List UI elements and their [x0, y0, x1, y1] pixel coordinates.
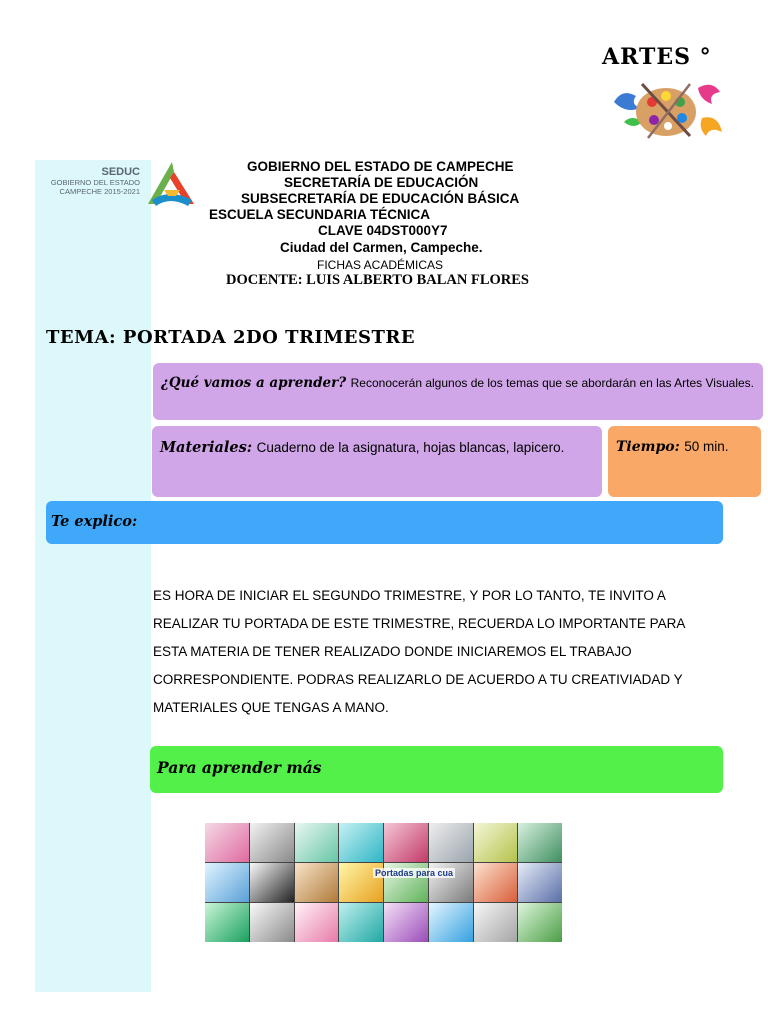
collage-tile — [339, 823, 383, 862]
paragraph-line: MATERIALES QUE TENGAS A MANO. — [153, 700, 389, 715]
collage-tile — [518, 903, 562, 942]
seduc-emblem-icon — [142, 160, 196, 210]
collage-tile — [474, 903, 518, 942]
tiempo-text: 50 min. — [684, 439, 729, 454]
seduc-name: SEDUC — [101, 166, 140, 178]
header-city: Ciudad del Carmen, Campeche. — [280, 240, 483, 255]
collage-tile — [205, 903, 249, 942]
header-subsecretariat: SUBSECRETARÍA DE EDUCACIÓN BÁSICA — [241, 191, 520, 206]
aprender-text: Reconocerán algunos de los temas que se abordarán en las Artes Visuales. — [350, 376, 754, 390]
collage-caption: Portadas para cua — [375, 868, 454, 878]
header-school: ESCUELA SECUNDARIA TÉCNICA — [209, 207, 431, 222]
header-secretariat: SECRETARÍA DE EDUCACIÓN — [284, 175, 479, 190]
aprender-label: ¿Qué vamos a aprender? — [161, 375, 347, 391]
tiempo-label: Tiempo: — [616, 439, 680, 455]
artes-title: ARTES ° — [602, 44, 712, 70]
collage-tile — [384, 903, 428, 942]
seduc-line2: CAMPECHE 2015-2021 — [59, 187, 140, 196]
seduc-line1: GOBIERNO DEL ESTADO — [50, 178, 140, 187]
collage-tile — [429, 823, 473, 862]
tiempo-box — [608, 426, 761, 497]
aprender-mas-banner — [150, 746, 723, 793]
collage-tile — [250, 903, 294, 942]
collage-tile — [205, 823, 249, 862]
collage-tile — [250, 863, 294, 902]
aprender-box — [153, 363, 763, 420]
collage-tile — [295, 823, 339, 862]
paragraph-line: REALIZAR TU PORTADA DE ESTE TRIMESTRE, RECUERDA LO IMPORTANTE PARA — [153, 616, 686, 631]
paint-palette-icon — [612, 78, 724, 142]
page-title: TEMA: PORTADA 2DO TRIMESTRE — [46, 327, 416, 348]
header-fichas: FICHAS ACADÉMICAS — [317, 258, 444, 272]
notebook-covers-collage — [205, 823, 562, 942]
seduc-logo — [40, 166, 140, 196]
aprender-mas-label: Para aprender más — [157, 758, 322, 777]
paragraph-line: CORRESPONDIENTE. PODRAS REALIZARLO DE ACUERDO A TU CREATIVIADAD Y — [153, 672, 683, 687]
paragraph-line: ESTA MATERIA DE TENER REALIZADO DONDE INICIAREMOS EL TRABAJO — [153, 644, 632, 659]
explico-label: Te explico: — [51, 513, 138, 530]
collage-tile — [295, 903, 339, 942]
header-docente: DOCENTE: LUIS ALBERTO BALAN FLORES — [226, 272, 529, 288]
collage-tile — [429, 903, 473, 942]
header-government: GOBIERNO DEL ESTADO DE CAMPECHE — [247, 159, 514, 174]
collage-tile — [518, 863, 562, 902]
collage-tile — [339, 903, 383, 942]
collage-tile — [250, 823, 294, 862]
materiales-label: Materiales: — [160, 439, 253, 456]
collage-tile — [518, 823, 562, 862]
collage-tile — [295, 863, 339, 902]
collage-tile — [384, 823, 428, 862]
explico-banner — [46, 501, 723, 544]
materiales-box — [152, 426, 602, 497]
collage-tile — [474, 863, 518, 902]
collage-tile — [205, 863, 249, 902]
collage-tile — [474, 823, 518, 862]
paragraph-line: ES HORA DE INICIAR EL SEGUNDO TRIMESTRE, Y POR LO TANTO, TE INVITO A — [153, 588, 666, 603]
side-strip — [35, 160, 151, 992]
materiales-text: Cuaderno de la asignatura, hojas blancas, lapicero. — [256, 440, 565, 455]
instructions-paragraph — [153, 582, 753, 722]
header-clave: CLAVE 04DST000Y7 — [318, 223, 448, 238]
